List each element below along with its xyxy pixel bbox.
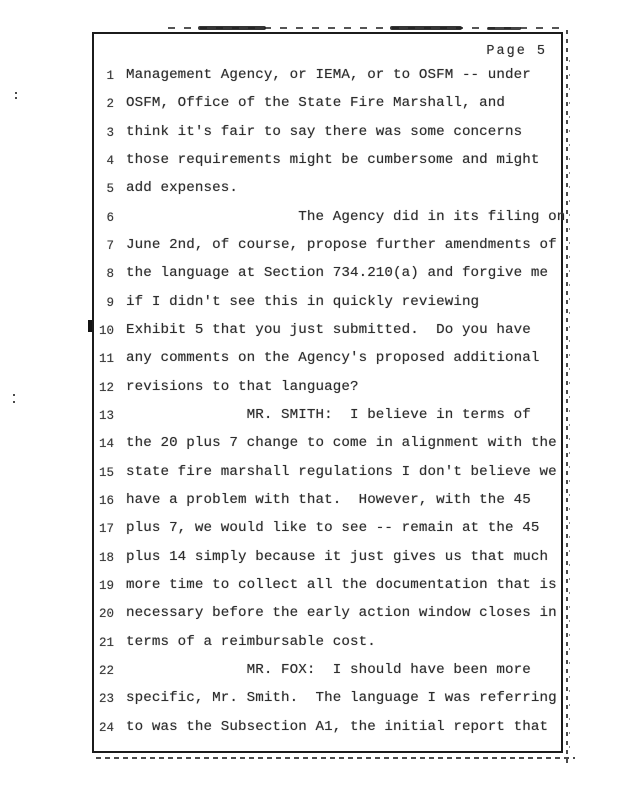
transcript-lines bbox=[94, 67, 566, 747]
scan-smudge bbox=[198, 26, 266, 30]
line-number: 11 bbox=[98, 352, 114, 367]
transcript-line bbox=[94, 492, 561, 520]
transcript-line bbox=[94, 690, 561, 718]
transcript-line bbox=[94, 67, 561, 95]
line-text: June 2nd, of course, propose further amendments of bbox=[126, 236, 557, 253]
transcript-line bbox=[94, 719, 561, 747]
line-text: the 20 plus 7 change to come in alignment with the bbox=[126, 435, 557, 452]
line-number: 4 bbox=[106, 153, 114, 168]
line-number: 10 bbox=[98, 323, 114, 338]
scan-smudge bbox=[487, 27, 521, 30]
transcript-line bbox=[94, 124, 561, 152]
line-number: 15 bbox=[98, 465, 114, 480]
line-text: OSFM, Office of the State Fire Marshall, and bbox=[126, 95, 506, 112]
line-text: if I didn't see this in quickly reviewing bbox=[126, 293, 480, 310]
line-number: 18 bbox=[98, 550, 114, 565]
transcript-line bbox=[94, 95, 561, 123]
line-number: 5 bbox=[106, 182, 114, 197]
transcript-line bbox=[94, 520, 561, 548]
line-number: 6 bbox=[106, 210, 114, 225]
line-text: any comments on the Agency's proposed additional bbox=[126, 350, 540, 367]
scan-smudge bbox=[390, 26, 462, 30]
line-text: MR. FOX: I should have been more bbox=[126, 661, 531, 678]
transcript-line bbox=[94, 407, 561, 435]
line-number: 21 bbox=[98, 635, 114, 650]
line-number: 17 bbox=[98, 522, 114, 537]
line-text: plus 7, we would like to see -- remain at the 45 bbox=[126, 520, 540, 537]
transcript-line bbox=[94, 180, 561, 208]
line-number: 7 bbox=[106, 238, 114, 253]
scan-speck bbox=[13, 401, 15, 403]
line-text: necessary before the early action window closes in bbox=[126, 605, 557, 622]
line-number: 23 bbox=[98, 692, 114, 707]
transcript-line bbox=[94, 379, 561, 407]
page-number-label: Page 5 bbox=[486, 44, 547, 59]
line-text: to was the Subsection A1, the initial report that bbox=[126, 718, 549, 735]
line-text: specific, Mr. Smith. The language I was referring bbox=[126, 690, 557, 707]
transcript-line bbox=[94, 634, 561, 662]
line-text: Exhibit 5 that you just submitted. Do you have bbox=[126, 321, 531, 338]
line-number: 13 bbox=[98, 408, 114, 423]
line-text: have a problem with that. However, with the 45 bbox=[126, 491, 531, 508]
transcript-line bbox=[94, 577, 561, 605]
transcript-line bbox=[94, 662, 561, 690]
line-text: Management Agency, or IEMA, or to OSFM -- under bbox=[126, 67, 531, 83]
line-number: 3 bbox=[106, 125, 114, 140]
line-text: add expenses. bbox=[126, 180, 238, 197]
line-text: revisions to that language? bbox=[126, 378, 359, 395]
scan-speck bbox=[13, 394, 15, 396]
scan-speck bbox=[15, 92, 17, 94]
line-text: plus 14 simply because it just gives us that much bbox=[126, 548, 549, 565]
scan-edge-bottom-dots bbox=[96, 757, 575, 759]
line-text: The Agency did in its filing on bbox=[126, 208, 566, 225]
line-number: 19 bbox=[98, 578, 114, 593]
line-text: the language at Section 734.210(a) and forgive me bbox=[126, 265, 549, 282]
transcript-line bbox=[94, 152, 561, 180]
line-text: MR. SMITH: I believe in terms of bbox=[126, 406, 531, 423]
transcript-line bbox=[94, 322, 561, 350]
scan-edge-right-dots bbox=[569, 60, 570, 750]
page-border-box bbox=[92, 32, 566, 753]
transcript-line bbox=[94, 549, 561, 577]
transcript-line bbox=[94, 237, 561, 265]
line-text: state fire marshall regulations I don't believe we bbox=[126, 463, 557, 480]
line-number: 20 bbox=[98, 607, 114, 622]
line-number: 12 bbox=[98, 380, 114, 395]
scan-edge-right-dots bbox=[566, 30, 568, 763]
transcript-line bbox=[94, 294, 561, 322]
transcript-line bbox=[94, 265, 561, 293]
line-text: those requirements might be cumbersome and might bbox=[126, 151, 540, 168]
line-number: 2 bbox=[106, 97, 114, 112]
line-text: terms of a reimbursable cost. bbox=[126, 633, 376, 650]
line-number: 14 bbox=[98, 437, 114, 452]
scan-speck bbox=[15, 97, 17, 99]
transcript-line bbox=[94, 350, 561, 378]
line-number: 24 bbox=[98, 720, 114, 735]
line-number: 9 bbox=[106, 295, 114, 310]
line-number: 8 bbox=[106, 267, 114, 282]
transcript-line bbox=[94, 464, 561, 492]
line-number: 1 bbox=[106, 69, 114, 83]
line-number: 16 bbox=[98, 493, 114, 508]
line-text: think it's fair to say there was some concerns bbox=[126, 123, 523, 140]
transcript-line bbox=[94, 605, 561, 633]
line-text: more time to collect all the documentation that is bbox=[126, 576, 557, 593]
transcript-line bbox=[94, 435, 561, 463]
transcript-line bbox=[94, 208, 566, 237]
line-number: 22 bbox=[98, 663, 114, 678]
